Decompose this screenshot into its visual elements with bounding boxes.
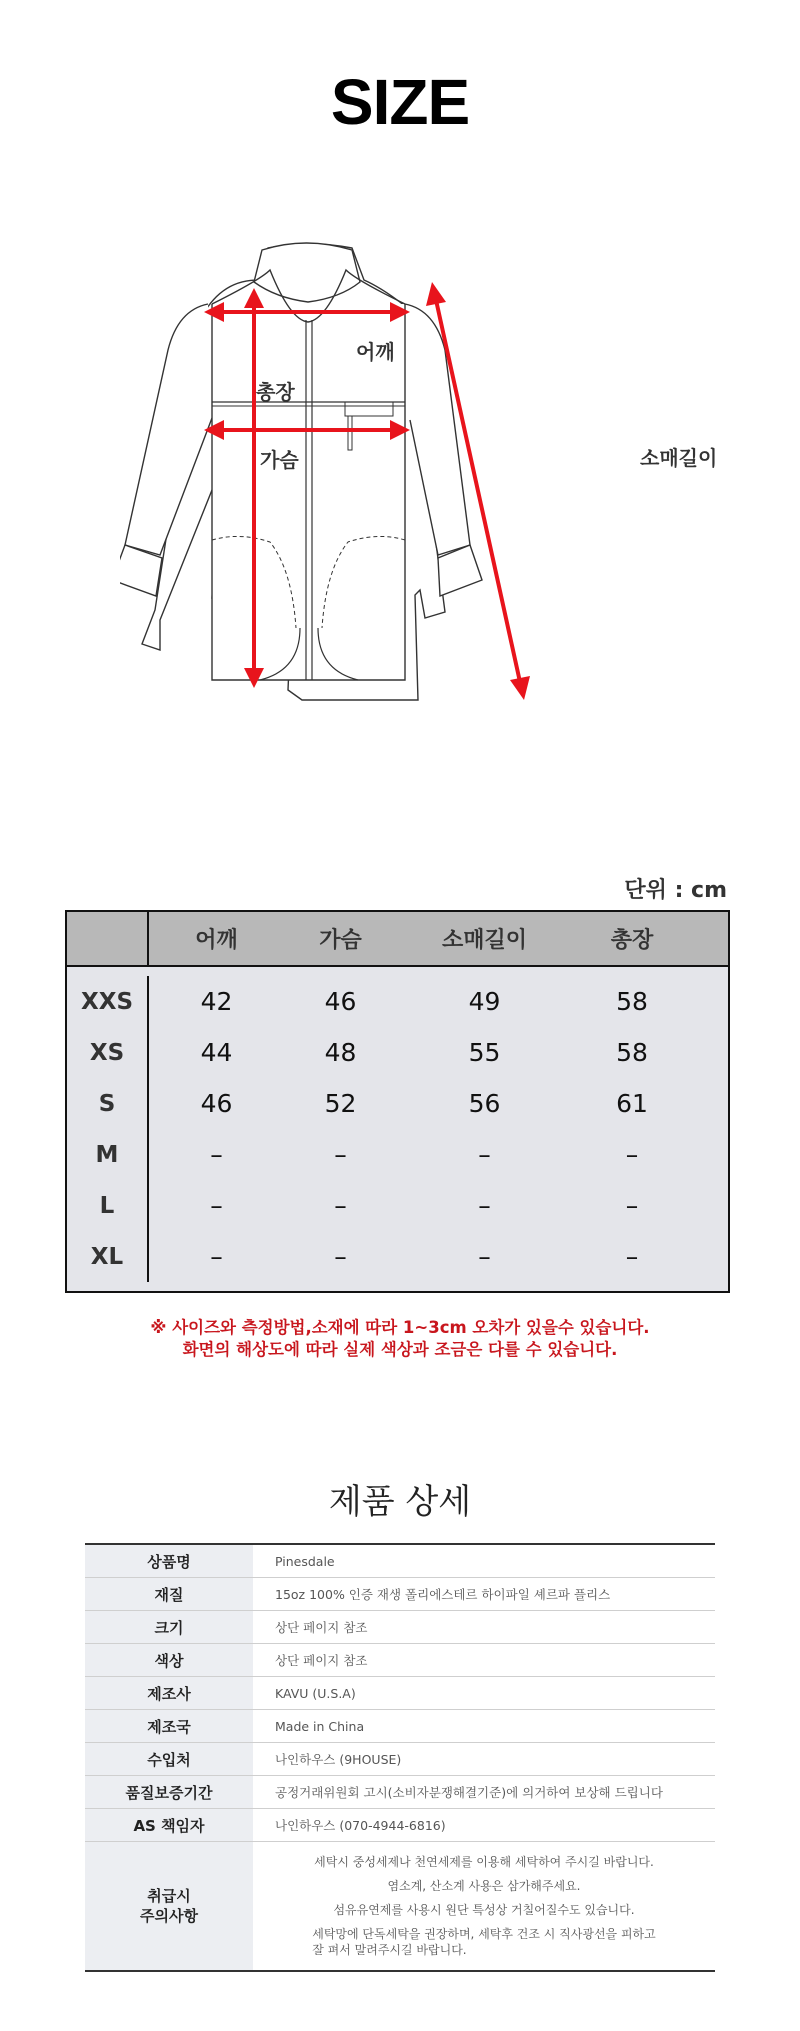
care-line: 세탁시 중성세제나 천연세제를 이용해 세탁하여 주시길 바랍니다. — [314, 1855, 654, 1869]
size-table-body — [67, 967, 728, 1291]
value-cell: – — [625, 1140, 639, 1169]
chest-label: 가슴 — [260, 448, 299, 472]
detail-value: 상단 페이지 참조 — [275, 1653, 368, 1668]
table-row — [85, 1644, 715, 1677]
detail-label: 품질보증기간 — [85, 1776, 253, 1808]
care-line: 섬유유연제를 사용시 원단 특성상 거칠어질수도 있습니다. — [333, 1903, 635, 1917]
table-row — [85, 1578, 715, 1611]
detail-value: Pinesdale — [275, 1553, 335, 1569]
value-cell: 55 — [468, 1038, 501, 1067]
detail-value: 나인하우스 (070-4944-6816) — [275, 1818, 446, 1833]
value-cell: 58 — [616, 987, 648, 1016]
table-row — [85, 1710, 715, 1743]
details-title: 제품 상세 — [328, 1482, 472, 1522]
value-cell: 46 — [200, 1089, 233, 1118]
care-line: 염소계, 산소계 사용은 삼가해주세요. — [387, 1879, 581, 1893]
detail-label: AS 책임자 — [85, 1809, 253, 1841]
value-cell: – — [210, 1140, 223, 1169]
detail-value: Made in China — [275, 1718, 365, 1734]
value-cell: 48 — [324, 1038, 357, 1067]
care-label — [85, 1842, 253, 1970]
detail-label: 재질 — [85, 1578, 253, 1610]
size-notice — [0, 1317, 800, 1361]
value-cell: – — [478, 1191, 491, 1220]
value-cell: 44 — [200, 1038, 233, 1067]
care-label-line: 주의사항 — [140, 1907, 198, 1925]
detail-label: 색상 — [85, 1644, 253, 1676]
jacket-illustration — [120, 240, 720, 760]
detail-label: 제조국 — [85, 1710, 253, 1742]
table-row — [67, 1231, 728, 1282]
care-line: 세탁망에 단독세탁을 권장하며, 세탁후 건조 시 직사광선을 피하고 잘 펴서 말려주시길 바랍니다. — [312, 1927, 656, 1957]
value-cell: – — [478, 1242, 491, 1271]
header-chest: 가슴 — [319, 928, 362, 953]
header-corner — [67, 912, 149, 965]
detail-label: 상품명 — [85, 1545, 253, 1577]
value-cell: – — [210, 1242, 223, 1271]
value-cell: 58 — [616, 1038, 648, 1067]
value-cell: – — [625, 1191, 639, 1220]
table-row — [85, 1677, 715, 1710]
size-cell: L — [67, 1180, 149, 1231]
detail-label: 수입처 — [85, 1743, 253, 1775]
value-cell: – — [334, 1242, 347, 1271]
table-row — [67, 1180, 728, 1231]
unit-label: 단위 : cm — [624, 878, 727, 903]
shoulder-label: 어깨 — [356, 340, 395, 364]
size-cell: XS — [67, 1027, 149, 1078]
value-cell: – — [625, 1242, 639, 1271]
care-label-line: 취급시 — [147, 1887, 191, 1905]
value-cell: 56 — [468, 1089, 501, 1118]
length-label: 총장 — [256, 380, 295, 404]
detail-value: KAVU (U.S.A) — [275, 1685, 356, 1701]
value-cell: 49 — [468, 987, 501, 1016]
header-shoulder: 어깨 — [195, 928, 238, 953]
jacket-diagram — [120, 240, 720, 760]
detail-label: 크기 — [85, 1611, 253, 1643]
size-cell: XXS — [67, 976, 149, 1027]
value-cell: – — [210, 1191, 223, 1220]
detail-value: 상단 페이지 참조 — [275, 1620, 368, 1635]
header-length: 총장 — [610, 928, 654, 953]
value-cell: 52 — [324, 1089, 357, 1118]
notice-line: 화면의 해상도에 따라 실제 색상과 조금은 다를 수 있습니다. — [182, 1340, 618, 1359]
detail-value: 나인하우스 (9HOUSE) — [275, 1752, 402, 1767]
value-cell: 61 — [616, 1089, 648, 1118]
size-table-header — [67, 912, 728, 967]
table-row-care — [85, 1842, 715, 1970]
value-cell: – — [334, 1140, 347, 1169]
header-sleeve: 소매길이 — [441, 928, 527, 953]
table-row — [85, 1776, 715, 1809]
table-row — [67, 976, 728, 1027]
size-cell: S — [67, 1078, 149, 1129]
value-cell: – — [334, 1191, 347, 1220]
size-cell: XL — [67, 1231, 149, 1282]
table-row — [85, 1743, 715, 1776]
detail-value: 15oz 100% 인증 재생 폴리에스테르 하이파일 셰르파 플리스 — [275, 1587, 611, 1602]
value-cell: – — [478, 1140, 491, 1169]
size-cell: M — [67, 1129, 149, 1180]
details-table — [85, 1543, 715, 1972]
detail-value: 공정거래위원회 고시(소비자분쟁해결기준)에 의거하여 보상해 드립니다 — [275, 1785, 663, 1800]
value-cell: 46 — [324, 987, 357, 1016]
table-row — [85, 1545, 715, 1578]
size-table — [65, 910, 730, 1293]
table-row — [85, 1611, 715, 1644]
table-row — [67, 1027, 728, 1078]
table-row — [85, 1809, 715, 1842]
care-instructions — [253, 1842, 715, 1970]
value-cell: 42 — [200, 987, 233, 1016]
table-row — [67, 1078, 728, 1129]
sleeve-label: 소매길이 — [640, 446, 718, 470]
detail-label: 제조사 — [85, 1677, 253, 1709]
page-title: SIZE — [330, 66, 470, 138]
table-row — [67, 1129, 728, 1180]
notice-line: ※ 사이즈와 측정방법,소재에 따라 1~3cm 오차가 있을수 있습니다. — [150, 1318, 650, 1337]
